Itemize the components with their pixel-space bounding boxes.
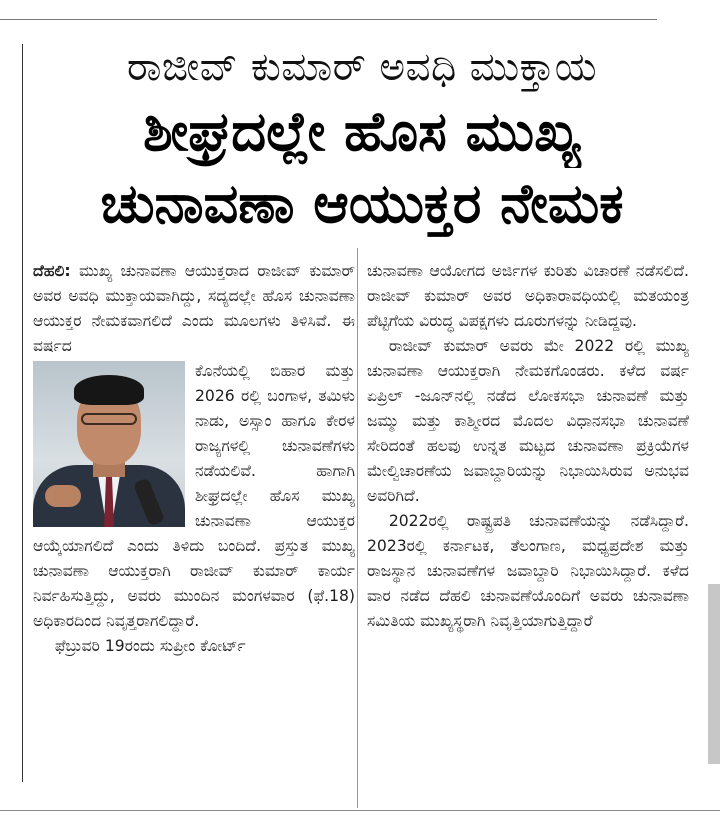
scrollbar-thumb[interactable] <box>708 584 720 764</box>
photo-hair-shape <box>74 375 144 405</box>
photo-hand-shape <box>45 485 81 507</box>
column-1-paragraph-1-continued: ಕೊನೆಯಲ್ಲಿ ಬಿಹಾರ ಮತ್ತು 2026 ರಲ್ಲಿ ಬಂಗಾಳ, ತಮಿಳು ನಾಡು, ಅಸ್ಸಾಂ ಹಾಗೂ ಕೇರಳ ರಾಜ್ಯಗಳಲ್ಲಿ ಚುನಾವಣೆಗಳು ನಡೆಯಲಿವೆ. ಹಾಗಾಗಿ ಶೀಘ್ರದಲ್ಲೇ ಹೊಸ ಮುಖ್ಯ ಚುನಾವಣಾ ಆಯುಕ್ತರ ಆಯ್ಕೆಯಾಗಲಿದೆ ಎಂದು ತಿಳಿದು ಬಂದಿದೆ. ಪ್ರಸ್ತುತ ಮುಖ್ಯ ಚುನಾವಣಾ ಆಯುಕ್ತರಾಗಿ ರಾಜೀವ್ ಕುಮಾರ್ ಕಾರ್ಯ ನಿರ್ವಹಿಸುತ್ತಿದ್ದು, ಅವರು ಮುಂದಿನ ಮಂಗಳವಾರ (ಫೆ.18) ಅಧಿಕಾರದಿಂದ ನಿವೃತ್ತರಾಗಲಿದ್ದಾರೆ. <box>33 362 355 630</box>
top-rule <box>0 19 657 20</box>
person-photo <box>33 361 185 527</box>
dateline: ದೆಹಲಿ: <box>33 262 71 280</box>
column-2-paragraph-3: 2022ರಲ್ಲಿ ರಾಷ್ಟ್ರಪತಿ ಚುನಾವಣೆಯನ್ನು ನಡೆಸಿದ್ದಾರೆ. 2023ರಲ್ಲಿ ಕರ್ನಾಟಕ, ತೆಲಂಗಾಣ, ಮಧ್ಯಪ್ರದೇಶ ಮತ್ತು ರಾಜಸ್ಥಾನ ಚುನಾವಣೆಗಳ ಜವಾಬ್ದಾರಿ ನಿಭಾಯಿಸಿದ್ದಾರೆ. ಕಳೆದ ವಾರ ನಡೆದ ದೆಹಲಿ ಚುನಾವಣೆಯೊಂದಿಗೆ ಅವರು ಚುನಾವಣಾ ಸಮಿತಿಯ ಮುಖ್ಯಸ್ಥರಾಗಿ ನಿವೃತ್ತಿಯಾಗುತ್ತಿದ್ದಾರೆ <box>367 512 689 630</box>
column-divider <box>357 248 358 808</box>
column-1-paragraph-1-text-a: ಮುಖ್ಯ ಚುನಾವಣಾ ಆಯುಕ್ತರಾದ ರಾಜೀವ್ ಕುಮಾರ್ ಅವರ ಅವಧಿ ಮುಕ್ತಾಯವಾಗಿದ್ದು, ಸದ್ಯದಲ್ಲೇ ಹೊಸ ಚುನಾವಣಾ ಆಯುಕ್ತರ ನೇಮಕವಾಗಲಿದೆ ಎಂದು ಮೂಲಗಳು ತಿಳಿಸಿವೆ. ಈ ವರ್ಷದ <box>33 262 355 355</box>
article-kicker: ರಾಜೀವ್ ಕುಮಾರ್ ಅವಧಿ ಮುಕ್ತಾಯ <box>126 45 598 90</box>
column-2-paragraph-2: ರಾಜೀವ್ ಕುಮಾರ್ ಅವರು ಮೇ 2022 ರಲ್ಲಿ ಮುಖ್ಯ ಚುನಾವಣಾ ಆಯುಕ್ತರಾಗಿ ನೇಮಕಗೊಂಡರು. ಕಳೆದ ವರ್ಷ ಏಪ್ರಿಲ್ -ಜೂನ್‌ನಲ್ಲಿ ನಡೆದ ಲೋಕಸಭಾ ಚುನಾವಣೆ ಮತ್ತು ಜಮ್ಮು ಮತ್ತು ಕಾಶ್ಮೀರದ ಮೊದಲ ವಿಧಾನಸಭಾ ಚುನಾವಣೆ ಸೇರಿದಂತೆ ಹಲವು ಉನ್ನತ ಮಟ್ಟದ ಚುನಾವಣಾ ಪ್ರಕ್ರಿಯೆಗಳ ಮೇಲ್ವಿಚಾರಣೆಯ ಜವಾಬ್ದಾರಿಯನ್ನು ನಿಭಾಯಿಸಿರುವ ಅನುಭವ ಅವರಿಗಿದೆ. <box>367 337 689 505</box>
column-1-paragraph-2: ಫೆಬ್ರುವರಿ 19ರಂದು ಸುಪ್ರೀಂ ಕೋರ್ಟ್ <box>54 637 246 655</box>
article-column-1 <box>33 259 355 659</box>
headline-line-1: ಶೀಘ್ರದಲ್ಲೇ ಹೊಸ ಮುಖ್ಯ <box>143 100 581 163</box>
column-1-paragraph-1 <box>33 259 355 359</box>
left-column-rule <box>22 44 23 782</box>
bottom-rule <box>0 810 720 811</box>
photo-glasses-shape <box>81 413 137 425</box>
headline-line-2: ಚುನಾವಣಾ ಆಯುಕ್ತರ ನೇಮಕ <box>100 172 624 235</box>
article-column-2 <box>367 259 689 634</box>
column-2-paragraph-1: ಚುನಾವಣಾ ಆಯೋಗದ ಅರ್ಜಿಗಳ ಕುರಿತು ವಿಚಾರಣೆ ನಡೆಸಲಿದೆ. ರಾಜೀವ್ ಕುಮಾರ್ ಅವರ ಅಧಿಕಾರಾವಧಿಯಲ್ಲಿ ಮತಯಂತ್ರ ಪೆಟ್ಟಿಗೆಯ ವಿರುದ್ಧ ವಿಪಕ್ಷಗಳು ದೂರುಗಳನ್ನು ನೀಡಿದ್ದವು. <box>367 262 689 330</box>
